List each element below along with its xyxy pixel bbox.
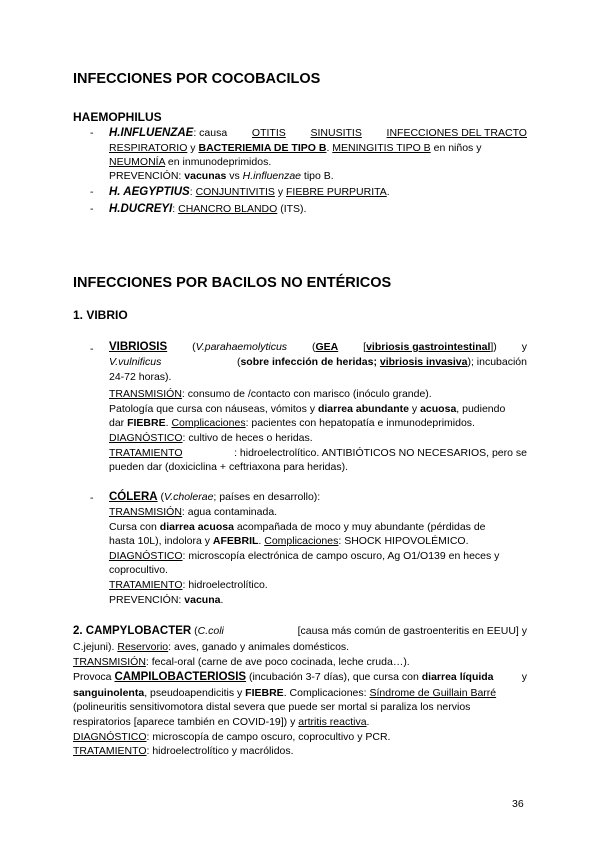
text: en inmunodeprimidos. [165, 156, 272, 168]
text: : fecal-oral (carne de ave poco cocinada, leche cruda…). [145, 656, 410, 668]
ducreyi-line [109, 202, 306, 216]
text: dar [109, 417, 128, 429]
bullet-dash: - [90, 186, 94, 198]
colera-diagnostico-2: coprocultivo. [109, 564, 168, 576]
influenzae-name: H.INFLUENZAE [109, 127, 194, 139]
vibriosis-tratamiento-1 [109, 446, 527, 460]
text: ( [157, 491, 164, 503]
text: : hidroelectrolítico y macrólidos. [146, 745, 294, 757]
text: [ [363, 341, 367, 353]
vibriosis-diagnostico [109, 431, 313, 445]
campylobacter-polineuritis [73, 700, 527, 714]
text: Provoca [73, 671, 115, 683]
campylobacter-tratamiento [73, 744, 294, 758]
text: Reservorio [117, 641, 169, 653]
page-number: 36 [512, 798, 524, 810]
text: V.parahaemolyticus [195, 341, 288, 353]
text: H. AEGYPTIUS [109, 186, 190, 198]
campylobacter-sanguinolenta [73, 686, 496, 700]
text: : microscopía de campo oscuro, coprocultivo y PCR. [146, 731, 391, 743]
text: : SHOCK HIPOVOLÉMICO. [338, 535, 469, 547]
text: NEUMONÍA [109, 156, 166, 168]
text: y [187, 142, 199, 154]
colera-diagnostico [109, 549, 499, 563]
text: : pacientes con hepatopatía e inmunodeprimidos. [245, 417, 475, 429]
text: C.jejuni). [73, 641, 118, 653]
text: BACTERIEMIA DE TIPO B [198, 142, 327, 154]
vibriosis-patologia-1 [109, 402, 527, 416]
text: Patología que cursa con náuseas, vómitos y [109, 403, 318, 415]
text: y [521, 671, 527, 683]
text: PREVENCIÓN: [109, 594, 185, 606]
text: ); incubación [467, 356, 527, 368]
text: Síndrome de Guillain Barré [369, 687, 497, 699]
bullet-dash: - [90, 492, 94, 504]
text: PREVENCIÓN: [109, 170, 185, 182]
influenzae-prevencion [109, 169, 334, 183]
subheading-haemophilus: HAEMOPHILUS [73, 110, 162, 124]
text: vacuna [184, 594, 221, 606]
text: sanguinolenta [73, 687, 145, 699]
text: (polineuritis sensitivomotora distal severa que puede ser mortal si paraliza los nervios [73, 701, 471, 713]
text: CÓLERA [109, 491, 158, 503]
text: acuosa [420, 403, 457, 415]
text: sobre infección de heridas; [240, 356, 380, 368]
vibriosis-tratamiento-2: pueden dar (doxiciclina + ceftriaxona para heridas). [109, 461, 349, 473]
text: . [220, 594, 224, 606]
vibriosis-patologia-2 [109, 416, 475, 430]
vibriosis-line-1 [109, 340, 527, 354]
text: : cultivo de heces o heridas. [182, 432, 313, 444]
text: H.influenzae [242, 170, 302, 182]
text: y [274, 186, 287, 198]
campylobacter-line-1 [73, 624, 527, 638]
text: V.vulnificus [109, 356, 162, 368]
colera-line-1 [109, 490, 320, 504]
text: H.DUCREYI [109, 203, 173, 215]
bullet-dash: - [90, 127, 94, 139]
text: diarrea acuosa [159, 521, 234, 533]
campylobacter-diagnostico [73, 730, 390, 744]
colera-cursa-1 [109, 520, 486, 534]
text: vs [226, 170, 243, 182]
text: . [386, 186, 390, 198]
text: FIEBRE PURPURITA [286, 186, 387, 198]
text: : aves, ganado y animales domésticos. [168, 641, 350, 653]
text: . [366, 716, 370, 728]
text: (incubación 3-7 días), que cursa con [246, 671, 422, 683]
colera-cursa-2 [109, 534, 468, 548]
text: 2. CAMPYLOBACTER [73, 625, 192, 637]
text: Complicaciones [171, 417, 246, 429]
text: CHANCRO BLANDO [178, 203, 278, 215]
campylobacter-reservorio [73, 640, 349, 654]
campylobacter-transmision [73, 655, 410, 669]
campylobacter-provoca [73, 670, 527, 684]
influenzae-line-2 [109, 141, 481, 155]
text: . [326, 142, 333, 154]
text: diarrea líquida [421, 671, 494, 683]
text: : hidroelectrolítico. ANTIBIÓTICOS NO NECESARIOS, pero se [234, 447, 527, 459]
text: AFEBRIL [212, 535, 259, 547]
subheading-vibrio: 1. VIBRIO [73, 308, 128, 322]
text: : [189, 186, 196, 198]
text: CONJUNTIVITIS [195, 186, 275, 198]
text: VIBRIOSIS [109, 341, 168, 353]
text: TRANSMISIÓN [109, 388, 182, 400]
text: ( [311, 341, 316, 353]
text: vacunas [184, 170, 227, 182]
text: ( [236, 356, 241, 368]
text: vibriosis gastrointestinal [366, 341, 491, 353]
text: . [165, 417, 172, 429]
text: . Complicaciones: [283, 687, 370, 699]
text: ( [191, 625, 198, 637]
text: RESPIRATORIO [109, 142, 188, 154]
text: ; países en desarrollo): [213, 491, 321, 503]
text: ( [192, 341, 196, 353]
influenzae-line-3 [109, 155, 271, 169]
text: : hidroelectrolítico. [182, 579, 268, 591]
text: TRANSMISIÓN [109, 506, 182, 518]
text: CAMPILOBACTERIOSIS [114, 671, 247, 683]
text: MENINGITIS TIPO B [332, 142, 431, 154]
text: FIEBRE [245, 687, 284, 699]
text: y [409, 403, 421, 415]
aegyptius-line [109, 185, 390, 199]
link-infecciones: INFECCIONES DEL TRACTO [386, 127, 527, 139]
text: GEA [315, 341, 339, 353]
text: DIAGNÓSTICO [109, 550, 183, 562]
campylobacter-respiratorios [73, 715, 369, 729]
text: TRATAMIENTO [73, 745, 147, 757]
text: artritis reactiva [298, 716, 367, 728]
text: V.cholerae [163, 491, 214, 503]
influenzae-line-1 [109, 126, 527, 140]
text: vibriosis invasiva [379, 356, 468, 368]
text: (ITS). [277, 203, 307, 215]
vibriosis-transmision [109, 387, 432, 401]
text: respiratorios [aparece también en COVID-19]) y [73, 716, 299, 728]
bullet-dash: - [90, 343, 94, 355]
colera-prevencion [109, 593, 223, 607]
text: Complicaciones [264, 535, 339, 547]
text: : [172, 203, 179, 215]
text: tipo B. [301, 170, 334, 182]
text: acompañada de moco y muy abundante (pérdidas de [233, 521, 486, 533]
link-otitis: OTITIS [251, 127, 286, 139]
link-sinusitis: SINUSITIS [310, 127, 362, 139]
text: diarrea abundante [317, 403, 409, 415]
text: , pseudoapendicitis y [144, 687, 246, 699]
text: y [521, 341, 527, 353]
section-heading-no-entericos: INFECCIONES POR BACILOS NO ENTÉRICOS [73, 275, 392, 291]
text: : causa [193, 127, 228, 139]
text: DIAGNÓSTICO [73, 731, 147, 743]
vibriosis-line-3: 24-72 horas). [109, 371, 172, 383]
text: en niños y [430, 142, 482, 154]
text: . [258, 535, 265, 547]
vibriosis-line-2 [109, 355, 527, 369]
text: TRATAMIENTO [109, 447, 183, 459]
text: : microscopía electrónica de campo oscuro, Ag O1/O139 en heces y [182, 550, 500, 562]
text: hasta 10L), indolora y [109, 535, 213, 547]
text: Cursa con [109, 521, 160, 533]
text: : consumo de /contacto con marisco (inóculo grande). [181, 388, 432, 400]
text: C.coli [197, 625, 224, 637]
text: : agua contaminada. [181, 506, 278, 518]
bullet-dash: - [90, 203, 94, 215]
text: TRATAMIENTO [109, 579, 183, 591]
section-heading-cocobacilos: INFECCIONES POR COCOBACILOS [73, 71, 321, 87]
colera-tratamiento [109, 578, 268, 592]
colera-transmision [109, 505, 277, 519]
text: DIAGNÓSTICO [109, 432, 183, 444]
text: FIEBRE [127, 417, 166, 429]
text: TRANSMISIÓN [73, 656, 146, 668]
text: [causa más común de gastroenteritis en EEUU] y [297, 625, 527, 637]
text: ]) [490, 341, 497, 353]
text: , pudiendo [456, 403, 506, 415]
